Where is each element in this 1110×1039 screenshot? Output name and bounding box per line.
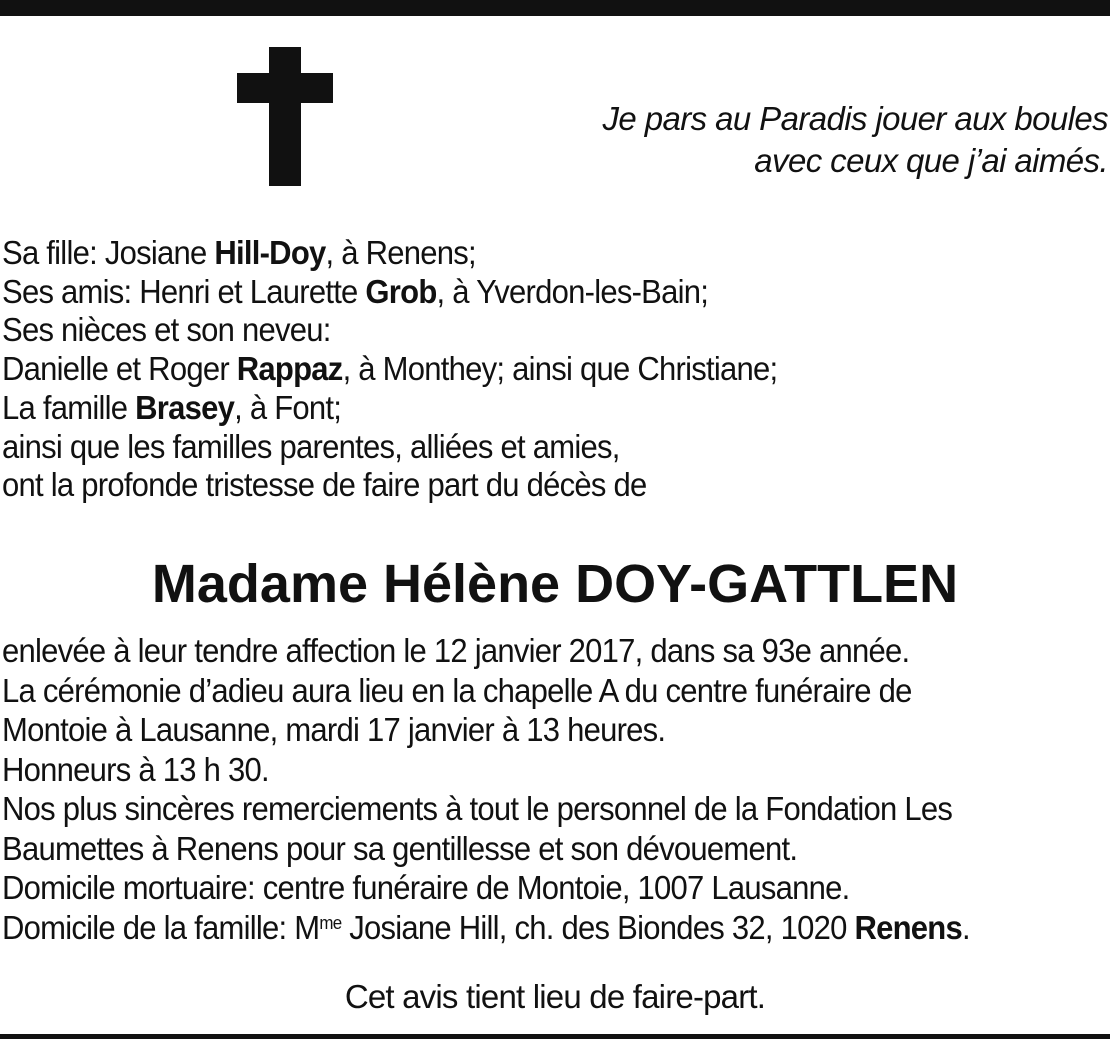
text: Danielle et Roger (2, 350, 237, 388)
text: , à Renens; (325, 234, 476, 271)
quote-line: avec ceux que j’ai aimés. (754, 142, 1108, 179)
text: Josiane Hill, ch. des Biondes 32, 1020 (341, 908, 855, 946)
family-line: Ses nièces et son neveu: (2, 311, 331, 349)
family-line (2, 234, 1042, 273)
surname: Rappaz (236, 350, 343, 388)
family-line (2, 350, 1042, 389)
family-list (2, 234, 1108, 505)
epigraph-quote (548, 98, 1108, 182)
surname: Brasey (135, 388, 235, 426)
ceremony-details (2, 631, 1108, 947)
detail-line: Domicile mortuaire: centre funéraire de Montoie, 1007 Lausanne. (2, 869, 850, 906)
bottom-border (0, 1034, 1110, 1039)
detail-line: Montoie à Lausanne, mardi 17 janvier à 13 heures. (2, 711, 666, 748)
text: , à Font; (234, 388, 342, 426)
family-line: ainsi que les familles parentes, alliées et amies, (2, 427, 620, 465)
detail-line: Honneurs à 13 h 30. (2, 750, 269, 788)
deceased-name: Madame Hélène DOY-GATTLEN (151, 554, 959, 614)
detail-line: Nos plus sincères remerciements à tout le personnel de la Fondation Les (2, 790, 953, 827)
family-line (2, 389, 1042, 428)
text: , à Monthey; ainsi que Christiane; (342, 350, 778, 388)
superscript: me (319, 912, 342, 933)
text: Ses amis: Henri et Laurette (2, 272, 366, 310)
detail-line: enlevée à leur tendre affection le 12 janvier 2017, dans sa 93e année. (2, 632, 910, 669)
closing-note: Cet avis tient lieu de faire-part. (344, 978, 766, 1015)
cross-icon (237, 47, 333, 186)
detail-line: Baumettes à Renens pour sa gentillesse et son dévouement. (2, 829, 798, 867)
family-line: ont la profonde tristesse de faire part du décès de (2, 466, 647, 504)
town: Renens (854, 908, 963, 946)
text: Sa fille: Josiane (2, 234, 215, 271)
text: La famille (2, 388, 136, 426)
detail-line: La cérémonie d’adieu aura lieu en la chapelle A du centre funéraire de (2, 671, 912, 709)
family-address-line (2, 908, 1042, 948)
surname: Grob (365, 272, 437, 310)
family-line (2, 273, 1042, 312)
text: Domicile de la famille: M (2, 908, 320, 946)
top-border (0, 0, 1110, 16)
text: , à Yverdon-les-Bain; (436, 272, 709, 310)
text: . (962, 908, 970, 946)
surname: Hill-Doy (214, 234, 326, 271)
quote-line: Je pars au Paradis jouer aux boules (602, 100, 1108, 137)
